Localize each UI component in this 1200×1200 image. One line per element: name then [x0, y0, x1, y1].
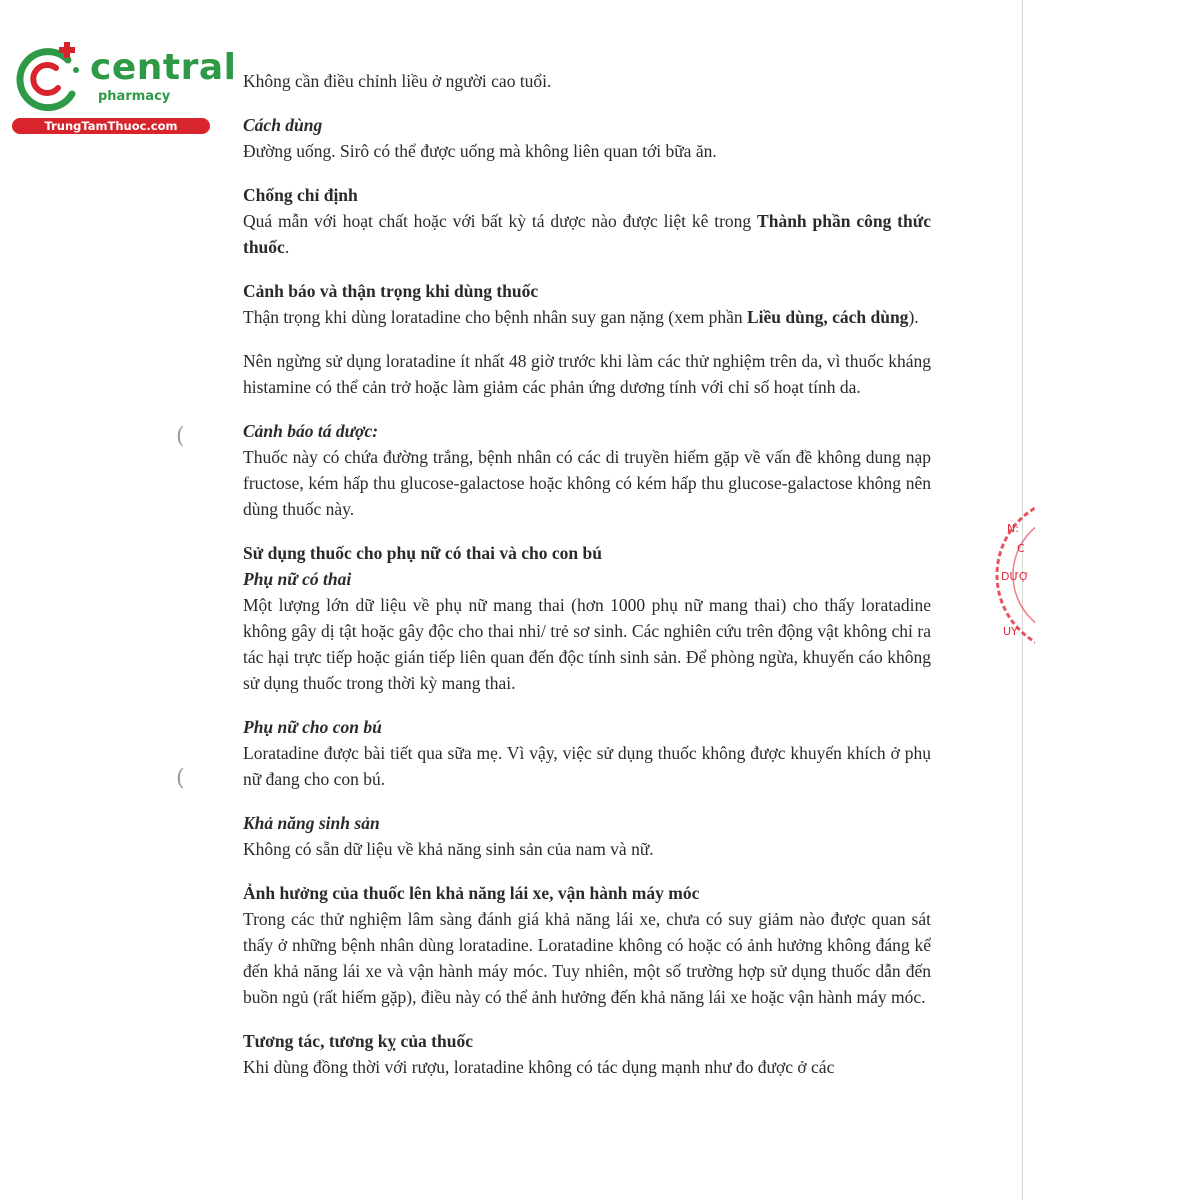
- document-body: [243, 68, 931, 1080]
- heading-fertility: Khả năng sinh sản: [243, 813, 380, 833]
- paragraph-warnings: Thận trọng khi dùng loratadine cho bệnh nhân suy gan nặng (xem phần Liều dùng, cách dùng).: [243, 307, 919, 327]
- heading-driving: Ảnh hưởng của thuốc lên khả năng lái xe, vận hành máy móc: [243, 883, 700, 903]
- paragraph-lactation: Loratadine được bài tiết qua sữa mẹ. Vì vậy, việc sử dụng thuốc không được khuyến khích ở phụ nữ đang cho con bú.: [243, 743, 931, 789]
- paragraph-skin-tests: Nên ngừng sử dụng loratadine ít nhất 48 giờ trước khi làm các thử nghiệm trên da, vì thuốc kháng histamine có thể cản trở hoặc làm giảm các phản ứng dương tính với chỉ số hoạt tính da.: [243, 351, 931, 397]
- margin-mark: (: [176, 766, 185, 791]
- logo-subtitle: pharmacy: [98, 89, 171, 104]
- stamp-text-4: UY: [1003, 625, 1018, 638]
- paragraph-contraindications: Quá mẫn với hoạt chất hoặc với bất kỳ tá dược nào được liệt kê trong Thành phần công thức thuốc.: [243, 211, 931, 257]
- stamp-text-1: N:: [1007, 522, 1019, 535]
- red-stamp-seal: [995, 490, 1035, 660]
- paragraph-excipient-warning: Thuốc này có chứa đường trắng, bệnh nhân có các di truyền hiếm gặp về vấn đề không dung nạp fructose, kém hấp thu glucose-galactose hoặc không có kém hấp thu glucose-galactose không nên dùng thuốc này.: [243, 447, 931, 519]
- stamp-text-3: DƯỢ: [1001, 570, 1029, 583]
- heading-pregnancy: Phụ nữ có thai: [243, 569, 352, 589]
- paragraph-interactions: Khi dùng đồng thời với rượu, loratadine không có tác dụng mạnh như đo được ở các: [243, 1057, 835, 1077]
- heading-warnings: Cảnh báo và thận trọng khi dùng thuốc: [243, 281, 539, 301]
- heading-lactation: Phụ nữ cho con bú: [243, 717, 382, 737]
- heading-usage: Cách dùng: [243, 115, 323, 135]
- margin-mark: (: [176, 424, 185, 449]
- heading-contraindications: Chống chỉ định: [243, 185, 358, 205]
- paragraph-pregnancy: Một lượng lớn dữ liệu về phụ nữ mang thai (hơn 1000 phụ nữ mang thai) cho thấy loratadine không gây dị tật hoặc gây độc cho thai nhi/ trẻ sơ sinh. Các nghiên cứu trên động vật không chỉ ra tác hại trực tiếp hoặc gián tiếp liên quan đến độc tính sinh sản. Để phòng ngừa, khuyến cáo không sử dụng thuốc trong thời kỳ mang thai.: [243, 595, 931, 693]
- paragraph-elderly: Không cần điều chỉnh liều ở người cao tuổi.: [243, 71, 552, 91]
- central-pharmacy-logo[interactable]: [10, 38, 237, 136]
- paragraph-fertility: Không có sẵn dữ liệu về khả năng sinh sản của nam và nữ.: [243, 839, 654, 859]
- heading-excipient-warning: Cảnh báo tá dược:: [243, 421, 379, 441]
- logo-emblem-icon: [10, 38, 90, 118]
- stamp-text-2: C: [1017, 542, 1025, 555]
- logo-url-badge: TrungTamThuoc.com: [12, 118, 210, 134]
- heading-interactions: Tương tác, tương kỵ của thuốc: [243, 1031, 473, 1051]
- paragraph-usage: Đường uống. Sirô có thể được uống mà không liên quan tới bữa ăn.: [243, 141, 717, 161]
- paragraph-driving: Trong các thử nghiệm lâm sàng đánh giá khả năng lái xe, chưa có suy giảm nào được quan sát thấy ở những bệnh nhân dùng loratadine. Loratadine không có hoặc có ảnh hưởng không đáng kể đến khả năng lái xe và vận hành máy móc. Tuy nhiên, một số trường hợp sử dụng thuốc dẫn đến buồn ngủ (rất hiếm gặp), điều này có thể ảnh hưởng đến khả năng lái xe hoặc vận hành máy móc.: [243, 909, 931, 1007]
- heading-pregnancy-lactation: Sử dụng thuốc cho phụ nữ có thai và cho con bú: [243, 543, 602, 563]
- logo-wordmark: central: [90, 47, 237, 88]
